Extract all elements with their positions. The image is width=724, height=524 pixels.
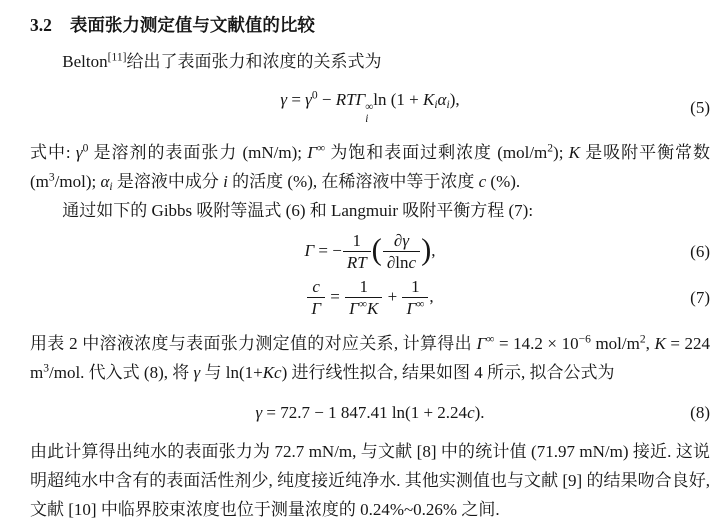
eq5-alpha-sub: i <box>446 97 450 111</box>
fit-t3: mol/m <box>590 333 640 353</box>
equation-8-body <box>255 403 484 423</box>
fit-gamma: γ <box>193 362 201 382</box>
eq7-lhs-num: c <box>312 276 320 296</box>
eq7-plus: + <box>383 286 402 306</box>
eq6-frac-partial <box>383 231 420 273</box>
eq6-f2-den <box>383 251 420 273</box>
eq6-frac-1-over-RT <box>343 231 371 273</box>
eq7-f1-den-K: K <box>367 299 379 319</box>
section-title: 表面张力测定值与文献值的比较 <box>69 15 315 35</box>
eq5-K-sub: i <box>434 97 438 111</box>
vars-K: K <box>568 142 580 162</box>
eq6-equals: = <box>314 240 333 260</box>
eq5-gamma-lhs: γ <box>280 90 288 109</box>
vars-t1: 式中: <box>30 142 76 162</box>
eq6-f1-num: 1 <box>352 230 361 250</box>
section-number: 3.2 <box>30 15 52 35</box>
eq6-paren-close: ) <box>421 232 432 267</box>
paragraph-gibbs: 通过如下的 Gibbs 吸附等温式 (6) 和 Langmuir 吸附平衡方程 (7): <box>62 200 534 220</box>
eq6-f2-den-c: c <box>408 253 417 273</box>
eq7-frac-c-over-Gamma <box>307 277 325 319</box>
fit-Gamma-sup: ∞ <box>486 332 495 346</box>
eq7-f2-den-Gamma: Γ <box>406 299 417 319</box>
eq7-f1-den-Gamma: Γ <box>349 299 359 319</box>
fit-t8: ) 进行线性拟合, 结果如图 4 所示, 拟合公式为 <box>281 362 615 382</box>
vars-c: c <box>478 171 487 191</box>
fit-t5: = 224 m <box>30 333 711 382</box>
fit-t2: = 14.2 × 10 <box>494 333 579 353</box>
eq7-frac-1-over-GammaK <box>345 277 382 319</box>
fit-t6: /mol. 代入式 (8), 将 <box>49 362 194 382</box>
equation-5 <box>30 90 710 126</box>
vars-t8: 的活度 (%), 在稀溶液中等于浓度 <box>227 171 479 191</box>
paragraph-conclusion: 由此计算得出纯水的表面张力为 72.7 mN/m, 与文献 [8] 中的统计值 (71.97 mN/m) 接近. 这说明超纯水中含有的表面活性剂少, 纯度接近纯净水. 其他实测值也与文献 [9] 的结果吻合良好, 文献 [10] 中临界胶束浓度也位于测量浓度的 0.24%~0.26% 之间. <box>30 441 710 519</box>
eq5-ln-open: ln (1 + <box>373 90 423 109</box>
eq7-f1-num: 1 <box>359 276 368 296</box>
eq6-f2-num <box>383 231 420 252</box>
fit-Gamma: Γ <box>476 333 487 353</box>
eq7-f1-den <box>345 297 382 319</box>
equation-8 <box>30 403 710 423</box>
eq7-f2-num: 1 <box>411 276 420 296</box>
vars-Gamma: Γ <box>307 142 317 162</box>
vars-alpha: α <box>100 171 110 191</box>
author-name: Belton <box>62 52 108 71</box>
eq5-alpha: α <box>437 90 447 109</box>
equation-6 <box>30 231 710 273</box>
eq7-equals: = <box>326 286 345 306</box>
fit-t7: 与 ln(1+ <box>200 362 263 382</box>
section-heading <box>30 12 710 37</box>
vars-t2: 是溶剂的表面张力 (mN/m); <box>88 142 308 162</box>
eq8-end: ). <box>474 402 485 422</box>
vars-Gamma-sup: ∞ <box>316 141 326 155</box>
vars-t5: 是吸附平衡常数 (m <box>30 142 710 191</box>
vars-t6: /mol); <box>54 171 101 191</box>
vars-gamma-sup: 0 <box>82 141 89 155</box>
equation-7-body <box>306 277 433 319</box>
vars-t9: (%). <box>486 171 521 191</box>
equation-6-body <box>304 231 435 273</box>
eq7-f1-den-sup: ∞ <box>358 297 368 311</box>
eq7-comma: , <box>429 286 434 306</box>
eq5-minus: − <box>317 90 336 109</box>
eq6-f2-den-ln: ln <box>395 253 409 273</box>
eq5-close: ), <box>449 90 460 109</box>
eq6-f2-num-g: γ <box>402 230 410 250</box>
citation-ref-11: [11] <box>107 50 127 64</box>
equation-7 <box>30 277 710 319</box>
fit-sup2: 2 <box>639 332 646 346</box>
eq8-gamma: γ <box>255 402 263 422</box>
vars-sup3: 3 <box>48 170 55 184</box>
eq7-lhs-den: Γ <box>307 297 325 319</box>
fit-Kc-K: K <box>262 362 275 382</box>
eq8-c: c <box>467 402 475 422</box>
equation-7-number: (7) <box>690 287 710 307</box>
eq5-K: K <box>422 90 435 109</box>
fit-t1: 用表 2 中溶液浓度与表面张力测定值的对应关系, 计算得出 <box>30 333 477 353</box>
eq5-sub-i: i <box>365 112 369 125</box>
fit-t4: , <box>645 333 655 353</box>
eq5-gamma-sup: 0 <box>311 88 318 102</box>
vars-sup2: 2 <box>547 141 554 155</box>
eq6-paren-open: ( <box>371 232 382 267</box>
eq7-frac-1-over-Gamma <box>402 277 428 319</box>
vars-t3: 为饱和表面过剩浓度 (mol/m <box>325 142 548 162</box>
vars-alpha-sub: i <box>109 179 113 193</box>
eq8-mid: = 72.7 − 1 847.41 ln(1 + 2.24 <box>262 402 468 422</box>
equation-8-number: (8) <box>690 402 710 422</box>
equation-6-number: (6) <box>690 241 710 261</box>
eq5-equals: = <box>287 90 306 109</box>
eq6-comma: , <box>431 240 436 260</box>
vars-gamma: γ <box>75 142 83 162</box>
fit-sup3: 3 <box>43 361 50 375</box>
fit-K: K <box>654 333 666 353</box>
vars-t4: ); <box>553 142 569 162</box>
eq5-gamma-rhs: γ <box>305 90 312 109</box>
paragraph-belton <box>30 47 710 76</box>
equation-5-number: (5) <box>690 97 710 117</box>
eq6-f2-num-d: ∂ <box>393 230 403 250</box>
eq7-f2-den <box>402 297 428 319</box>
equation-5-body <box>280 90 459 126</box>
fit-sup-m6: −6 <box>578 332 591 346</box>
eq6-f2-den-d: ∂ <box>386 253 396 273</box>
paragraph-belton-text: 给出了表面张力和浓度的关系式为 <box>126 52 382 71</box>
eq6-minus: − <box>332 240 342 260</box>
paragraph-fit <box>30 329 710 387</box>
eq5-rt-gamma: RTΓ <box>335 90 366 109</box>
vars-i: i <box>223 171 228 191</box>
eq5-sup-inf: ∞ <box>365 101 374 114</box>
vars-t7: 是溶液中成分 <box>112 171 224 191</box>
eq6-Gamma: Γ <box>304 240 315 260</box>
eq7-f2-den-sup: ∞ <box>416 297 425 311</box>
paragraph-variables <box>30 138 710 196</box>
eq6-f1-den: RT <box>343 251 371 273</box>
fit-Kc-c: c <box>274 362 282 382</box>
